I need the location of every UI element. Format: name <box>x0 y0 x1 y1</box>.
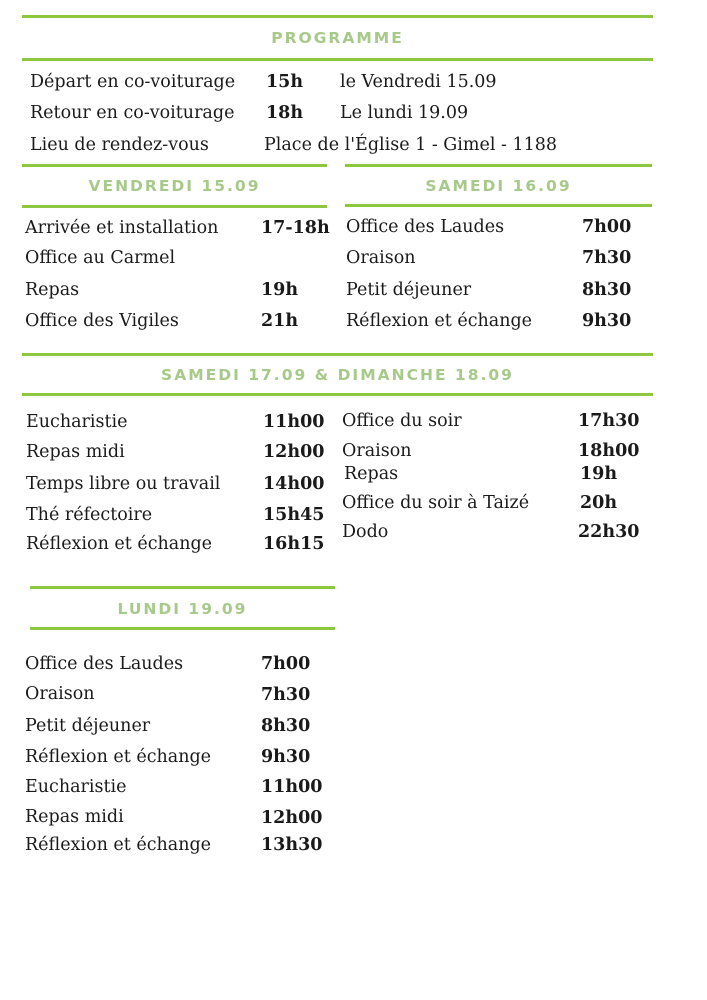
samedi16-row-time: 9h30 <box>582 311 632 331</box>
samedi16-row-time: 7h00 <box>582 217 632 237</box>
lundi-top-rule <box>30 586 335 589</box>
lundi-row-label: Oraison <box>25 684 95 704</box>
weekend-right-row-label: Office du soir <box>342 411 462 431</box>
vendredi-heading: VENDREDI 15.09 <box>88 177 261 195</box>
weekend-left-row-time: 12h00 <box>263 442 325 462</box>
weekend-right-row-time: 22h30 <box>578 522 640 542</box>
lundi-row-time: 9h30 <box>261 747 311 767</box>
samedi16-row-time: 7h30 <box>582 248 632 268</box>
samedi16-row-label: Office des Laudes <box>346 217 505 237</box>
lundi-row-time: 13h30 <box>261 835 323 855</box>
vendredi-row-label: Office des Vigiles <box>25 311 179 331</box>
samedi16-row-label: Oraison <box>346 248 416 268</box>
programme-bottom-rule <box>22 58 653 61</box>
vendredi-row-time: 19h <box>261 280 299 300</box>
vendredi-row-time: 17-18h <box>261 218 330 238</box>
programme-row-time: 18h <box>266 103 304 123</box>
lundi-row-time: 7h30 <box>261 685 311 705</box>
weekend-right-row-time: 19h <box>580 464 618 484</box>
lundi-heading: LUNDI 19.09 <box>117 600 248 618</box>
weekend-right-row-time: 18h00 <box>578 441 640 461</box>
weekend-left-row-time: 15h45 <box>263 505 325 525</box>
vendredi-top-rule <box>22 164 327 167</box>
samedi16-row-time: 8h30 <box>582 280 632 300</box>
programme-row-info: Place de l'Église 1 - Gimel - 1188 <box>264 135 557 155</box>
weekend-left-row-time: 16h15 <box>263 534 325 554</box>
weekend-left-row-time: 11h00 <box>263 412 325 432</box>
lundi-row-label: Office des Laudes <box>25 654 184 674</box>
lundi-row-label: Réflexion et échange <box>25 835 212 855</box>
samedi16-heading: SAMEDI 16.09 <box>425 177 572 195</box>
weekend-left-row-label: Thé réfectoire <box>26 505 153 525</box>
lundi-row-time: 11h00 <box>261 777 323 797</box>
programme-row-label: Retour en co-voiturage <box>30 103 235 123</box>
weekend-right-row-time: 20h <box>580 493 618 513</box>
lundi-row-time: 7h00 <box>261 654 311 674</box>
programme-heading: PROGRAMME <box>271 29 404 47</box>
lundi-row-time: 8h30 <box>261 716 311 736</box>
lundi-row-label: Réflexion et échange <box>25 747 212 767</box>
lundi-row-time: 12h00 <box>261 808 323 828</box>
lundi-row-label: Petit déjeuner <box>25 716 151 736</box>
vendredi-row-label: Office au Carmel <box>25 248 176 268</box>
weekend-top-rule <box>22 353 653 356</box>
vendredi-row-label: Repas <box>25 280 80 300</box>
programme-row-time: 15h <box>266 72 304 92</box>
weekend-right-row-label: Dodo <box>342 522 389 542</box>
weekend-left-row-label: Réflexion et échange <box>26 534 213 554</box>
samedi16-row-label: Petit déjeuner <box>346 280 472 300</box>
weekend-heading: SAMEDI 17.09 & DIMANCHE 18.09 <box>161 366 514 384</box>
weekend-bottom-rule <box>22 393 653 396</box>
weekend-left-row-label: Eucharistie <box>26 412 128 432</box>
programme-top-rule <box>22 15 653 18</box>
weekend-left-row-label: Temps libre ou travail <box>26 474 221 494</box>
lundi-bottom-rule <box>30 627 335 630</box>
lundi-row-label: Eucharistie <box>25 777 127 797</box>
vendredi-row-label: Arrivée et installation <box>25 218 219 238</box>
samedi16-row-label: Réflexion et échange <box>346 311 533 331</box>
weekend-left-row-label: Repas midi <box>26 442 125 462</box>
weekend-right-row-label: Oraison <box>342 441 412 461</box>
vendredi-row-time: 21h <box>261 311 299 331</box>
weekend-right-row-time: 17h30 <box>578 411 640 431</box>
programme-row-label: Départ en co-voiturage <box>30 72 236 92</box>
samedi16-bottom-rule <box>345 204 652 207</box>
lundi-row-label: Repas midi <box>25 807 124 827</box>
samedi16-top-rule <box>345 164 652 167</box>
vendredi-bottom-rule <box>22 205 327 208</box>
weekend-right-row-label: Repas <box>344 464 399 484</box>
programme-row-info: Le lundi 19.09 <box>340 103 469 123</box>
weekend-left-row-time: 14h00 <box>263 474 325 494</box>
programme-row-info: le Vendredi 15.09 <box>340 72 497 92</box>
programme-row-label: Lieu de rendez-vous <box>30 135 209 155</box>
weekend-right-row-label: Office du soir à Taizé <box>342 493 530 513</box>
